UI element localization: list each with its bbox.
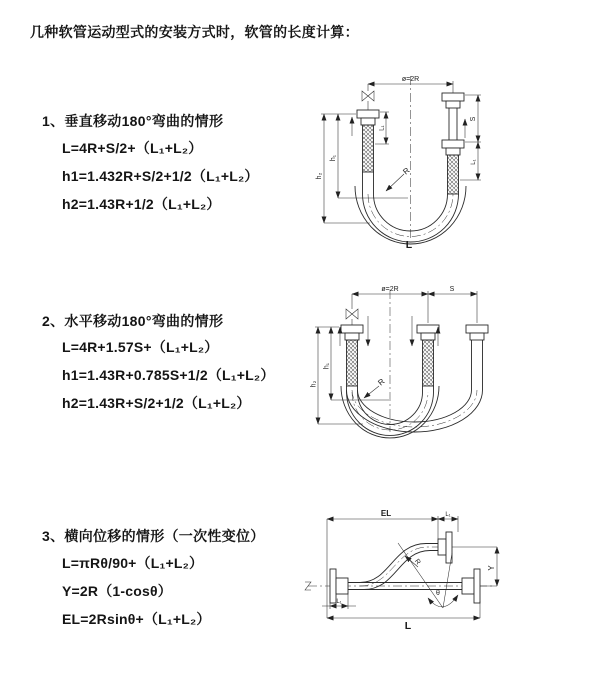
radius-callout <box>386 166 412 191</box>
dim-width-label: ø=2R <box>381 286 399 293</box>
dim-y-label: Y <box>487 565 496 571</box>
section-2-title: 水平移动180°弯曲的情形 <box>64 313 224 329</box>
dimension-l <box>327 601 480 632</box>
section-3-title: 横向位移的情形（一次性变位） <box>64 528 265 544</box>
dimension-s-l1-right <box>460 95 481 180</box>
section-1-heading <box>42 111 223 131</box>
length-label: L <box>404 620 412 632</box>
dim-s-label: S <box>449 286 455 293</box>
section-2-number: 2、 <box>42 313 65 329</box>
dim-el-label: EL <box>380 509 392 518</box>
diagram-lateral-displacement <box>300 505 595 655</box>
dim-h2-label: h₂ <box>310 380 318 388</box>
section-2-formula-L: L=4R+1.57S+（L₁+L₂） <box>62 339 219 355</box>
hose-assembly <box>341 325 488 438</box>
dimension-top-width-s <box>352 286 477 327</box>
radius-callout <box>364 377 387 398</box>
dim-s-label: S <box>470 116 477 122</box>
dim-l1-left-label: L₁ <box>379 125 386 131</box>
section-1-title: 垂直移动180°弯曲的情形 <box>64 113 224 129</box>
length-label: L <box>405 239 413 251</box>
dim-l1-left-label: L₁ <box>336 599 342 605</box>
section-1-formula-h2: h2=1.43R+1/2（L₁+L₂） <box>62 196 221 212</box>
radius-label: R <box>376 376 387 388</box>
valve-icon <box>346 309 358 319</box>
dim-h1-label: h₁ <box>323 362 331 370</box>
section-3-formula-Y: Y=2R（1-cosθ） <box>62 583 172 599</box>
diagram-vertical-180-bend <box>308 70 580 262</box>
section-2-heading <box>42 311 223 331</box>
section-1-formula-h1: h1=1.432R+S/2+1/2（L₁+L₂） <box>62 168 259 184</box>
section-3-heading <box>42 526 265 546</box>
dim-l1-top-label: L₁ <box>445 512 451 518</box>
hose-assembly <box>330 532 480 603</box>
dim-width-label: ø=2R <box>401 76 420 83</box>
page-title: 几种软管运动型式的安装方式时，软管的长度计算： <box>30 24 359 40</box>
dim-h2-label: h₂ <box>316 172 323 180</box>
section-3-number: 3、 <box>42 528 65 544</box>
section-2-formula-h2: h2=1.43R+S/2+1/2（L₁+L₂） <box>62 395 251 411</box>
dim-h1-label: h₁ <box>330 154 337 162</box>
section-2-formula-h1: h1=1.43R+0.785S+1/2（L₁+L₂） <box>62 367 275 383</box>
angle-label: θ <box>436 590 440 597</box>
section-3-formula-EL: EL=2Rsinθ+（L₁+L₂） <box>62 611 211 627</box>
radius-label: R <box>412 558 422 567</box>
section-1-formula-L: L=4R+S/2+（L₁+L₂） <box>62 140 203 156</box>
diagram-horizontal-180-bend <box>305 282 593 462</box>
radius-label: R <box>401 165 412 177</box>
section-1-number: 1、 <box>42 113 65 129</box>
section-3-formula-L: L=πRθ/90+（L₁+L₂） <box>62 555 204 571</box>
dim-l1-right-label: L₁ <box>471 159 477 165</box>
valve-icon <box>362 91 374 101</box>
dimension-h1-h2 <box>316 114 408 223</box>
